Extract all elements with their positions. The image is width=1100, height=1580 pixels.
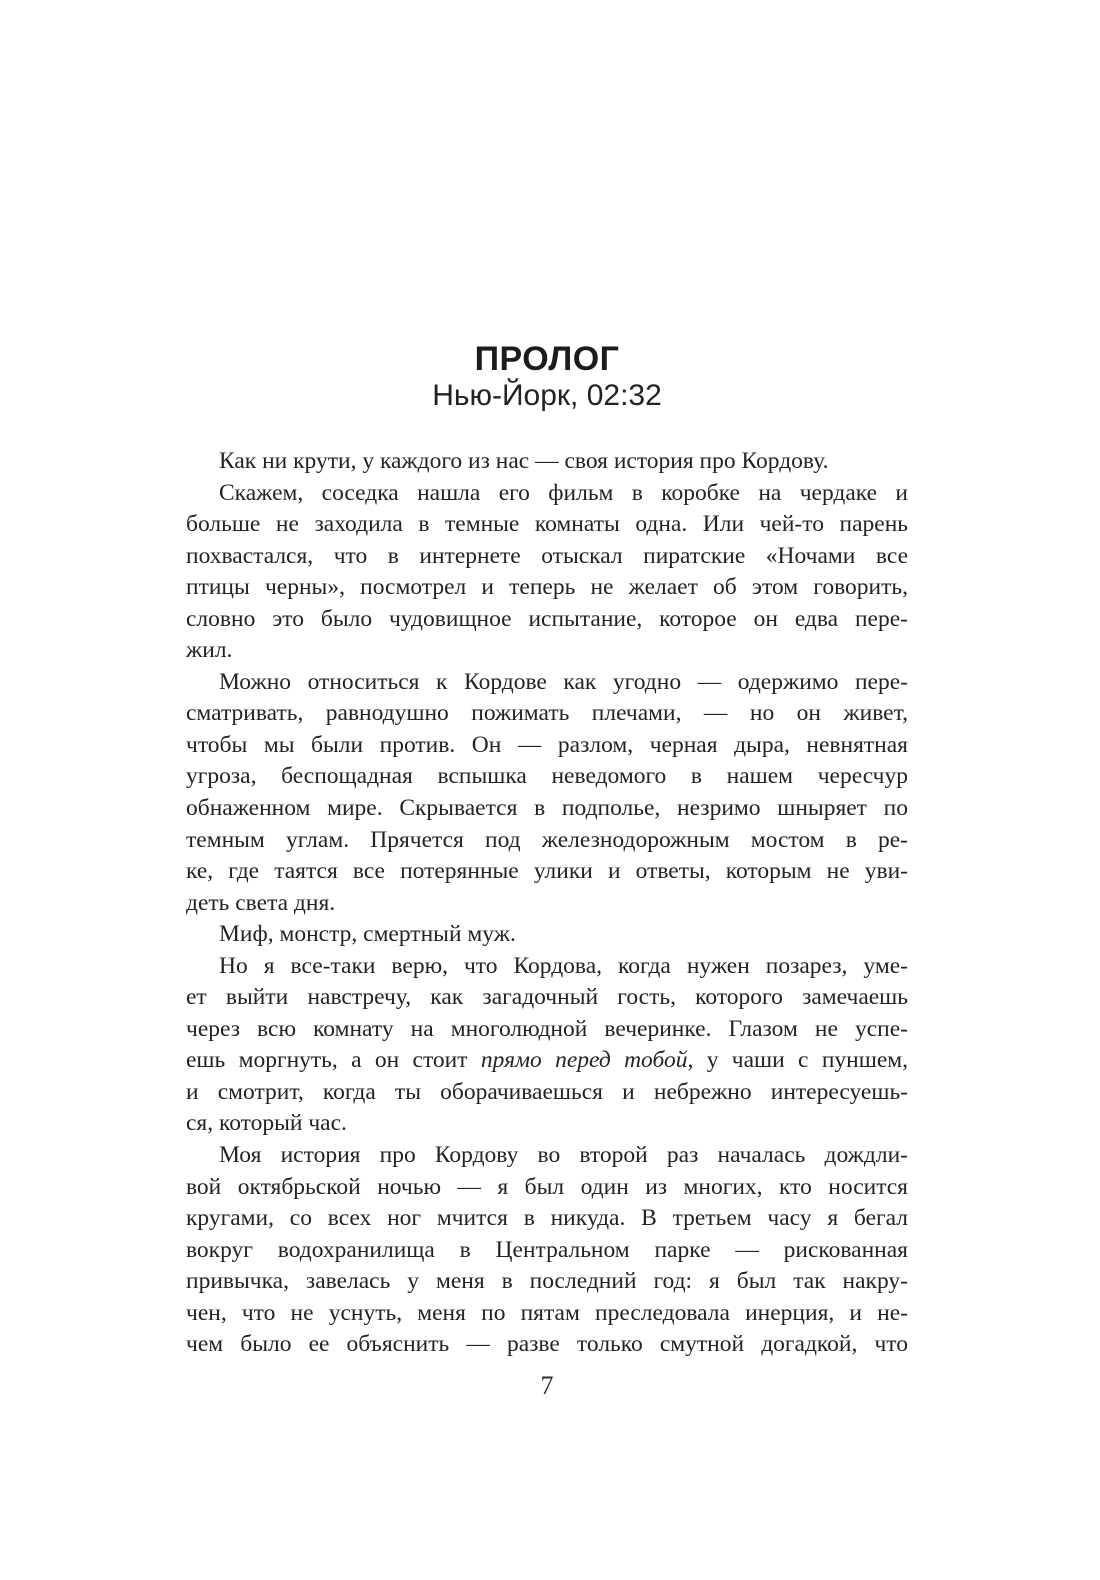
text-line: ешь моргнуть, а он стоит прямо перед тобой, у чаши с пуншем,: [186, 1047, 908, 1074]
text-line: ет выйти навстречу, как загадочный гость, которого замечаешь: [186, 984, 908, 1011]
text-line: птицы черны», посмотрел и теперь не желает об этом говорить,: [186, 574, 908, 601]
text-line: Можно относиться к Кордове как угодно — одержимо пере-: [219, 668, 908, 695]
text-line: сматривать, равнодушно пожимать плечами, — но он живет,: [186, 700, 908, 727]
text-line: Но я все-таки верю, что Кордова, когда нужен позарез, уме-: [219, 952, 908, 979]
text-line: похвастался, что в интернете отыскал пиратские «Ночами все: [186, 542, 908, 569]
text-line: деть света дня.: [186, 889, 336, 916]
page-title: ПРОЛОГ: [474, 340, 620, 378]
text-line: ке, где таятся все потерянные улики и ответы, которым не уви-: [186, 858, 908, 885]
text-line: кругами, со всех ног мчится в никуда. В третьем часу я бегал: [186, 1205, 908, 1232]
text-line: через всю комнату на многолюдной вечеринке. Глазом не успе-: [186, 1015, 908, 1042]
text-line: чтобы мы были против. Он — разлом, черная дыра, невнятная: [186, 731, 908, 758]
text-line: словно это было чудовищное испытание, которое он едва пере-: [186, 605, 908, 632]
text-line: жил.: [186, 637, 233, 664]
body-text: [186, 446, 908, 1361]
text-line: Как ни крути, у каждого из нас — своя история про Кордову.: [219, 448, 829, 474]
page-subtitle: Нью-Йорк, 02:32: [432, 379, 662, 412]
text-line: ся, который час.: [186, 1110, 347, 1137]
text-line: чем было ее объяснить — разве только смутной догадкой, что: [186, 1331, 908, 1358]
text-line: больше не заходила в темные комнаты одна. Или чей-то парень: [186, 511, 908, 538]
text-line: вокруг водохранилища в Центральном парке — рискованная: [186, 1236, 908, 1263]
text-line: обнаженном мире. Скрывается в подполье, незримо шныряет по: [186, 795, 908, 822]
text-line: Скажем, соседка нашла его фильм в коробке на чердаке и: [219, 479, 908, 506]
text-line: Миф, монстр, смертный муж.: [219, 921, 516, 948]
text-line: привычка, завелась у меня в последний год: я был так накру-: [186, 1268, 908, 1295]
chapter-heading: [186, 341, 908, 414]
page-number: 7: [540, 1371, 554, 1400]
text-line: угроза, беспощадная вспышка неведомого в нашем чересчур: [186, 763, 908, 790]
italic-phrase: прямо перед тобой: [480, 1047, 688, 1074]
text-line: темным углам. Прячется под железнодорожным мостом в ре-: [186, 826, 908, 853]
text-line: вой октябрьской ночью — я был один из многих, кто носится: [186, 1173, 908, 1200]
text-line: чен, что не уснуть, меня по пятам преследовала инерция, и не-: [186, 1299, 908, 1326]
text-line: Моя история про Кордову во второй раз началась дождли-: [219, 1142, 908, 1169]
text-line: и смотрит, когда ты оборачиваешься и небрежно интересуешь-: [186, 1078, 908, 1105]
